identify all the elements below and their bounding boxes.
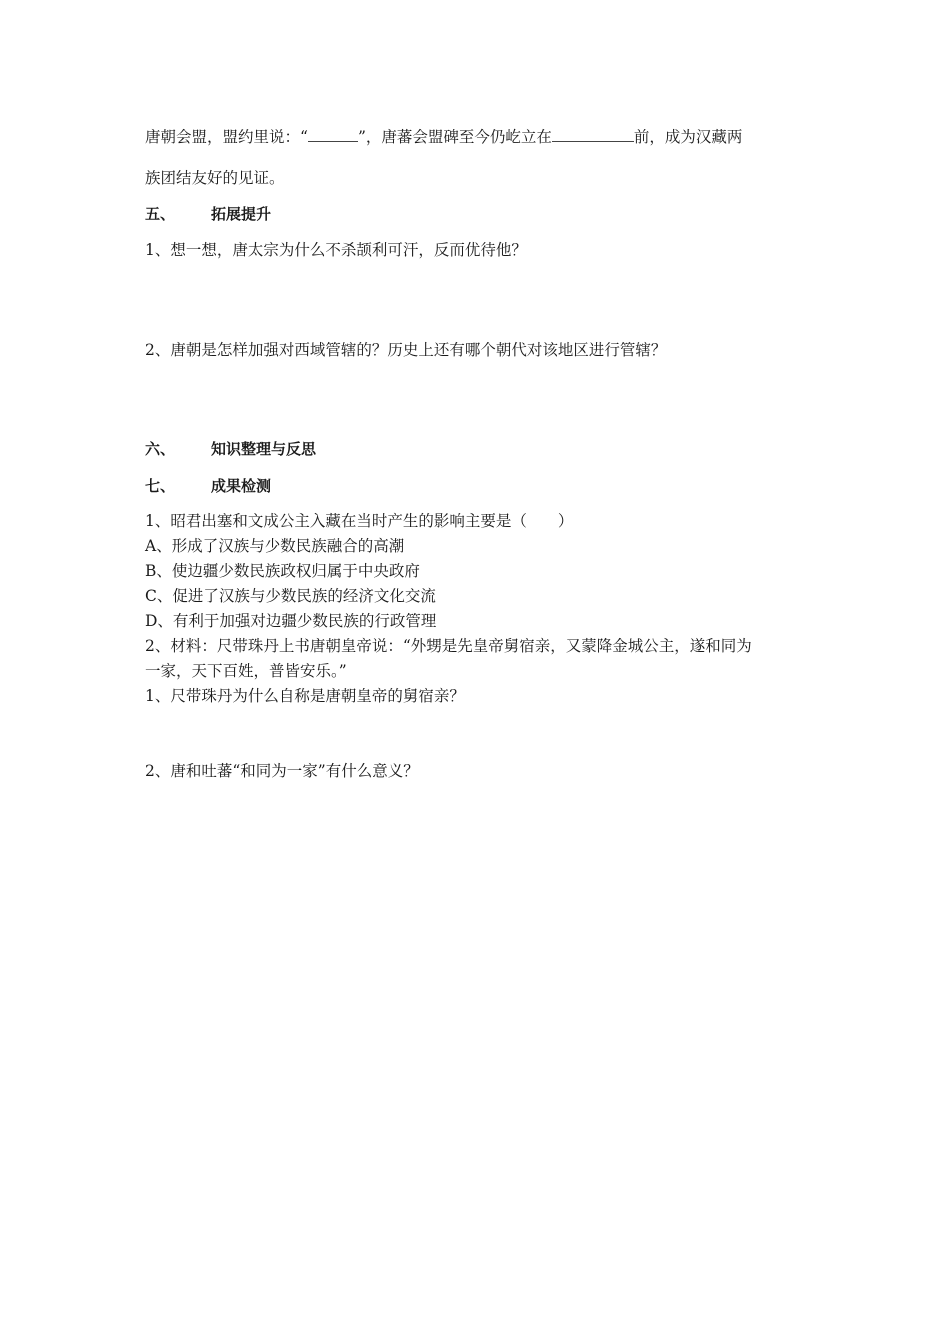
section4-line2: 族团结友好的见证。: [145, 169, 285, 187]
section-heading-7: [145, 476, 271, 496]
section-number: 五、: [145, 205, 176, 223]
question-7-2-line2: 一家，天下百姓，普皆安乐。”: [145, 662, 347, 680]
sub-question-2: 2、唐和吐蕃“和同为一家”有什么意义？: [145, 762, 419, 780]
section-title: 知识整理与反思: [211, 440, 317, 458]
section-heading-5: [145, 204, 271, 224]
section-number: 六、: [145, 440, 176, 458]
option-b: B、使边疆少数民族政权归属于中央政府: [145, 562, 420, 580]
text-segment: 前，成为汉藏两: [633, 128, 743, 146]
option-c: C、促进了汉族与少数民族的经济文化交流: [145, 587, 436, 605]
fill-blank-2[interactable]: [552, 127, 634, 142]
sub-question-1: 1、尺带珠丹为什么自称是唐朝皇帝的舅宿亲？: [145, 687, 465, 705]
section-heading-6: [145, 439, 316, 459]
option-a: A、形成了汉族与少数民族融合的高潮: [145, 537, 405, 555]
question-7-2-line1: 2、材料：尺带珠丹上书唐朝皇帝说：“外甥是先皇帝舅宿亲，又蒙降金城公主，遂和同为: [145, 637, 752, 655]
question-5-2: 2、唐朝是怎样加强对西域管辖的？历史上还有哪个朝代对该地区进行管辖？: [145, 341, 667, 359]
section4-line1: [145, 127, 742, 147]
section-title: 拓展提升: [211, 205, 272, 223]
fill-blank-1[interactable]: [308, 127, 358, 142]
question-5-1: 1、想一想，唐太宗为什么不杀颉利可汗，反而优待他？: [145, 241, 527, 259]
option-d: D、有利于加强对边疆少数民族的行政管理: [145, 612, 437, 630]
text-segment: ”，唐蕃会盟碑至今仍屹立在: [357, 128, 552, 146]
text-segment: 唐朝会盟，盟约里说：“: [145, 128, 308, 146]
section-number: 七、: [145, 477, 176, 495]
section-title: 成果检测: [211, 477, 272, 495]
question-7-1: 1、昭君出塞和文成公主入藏在当时产生的影响主要是（ ）: [145, 512, 574, 530]
